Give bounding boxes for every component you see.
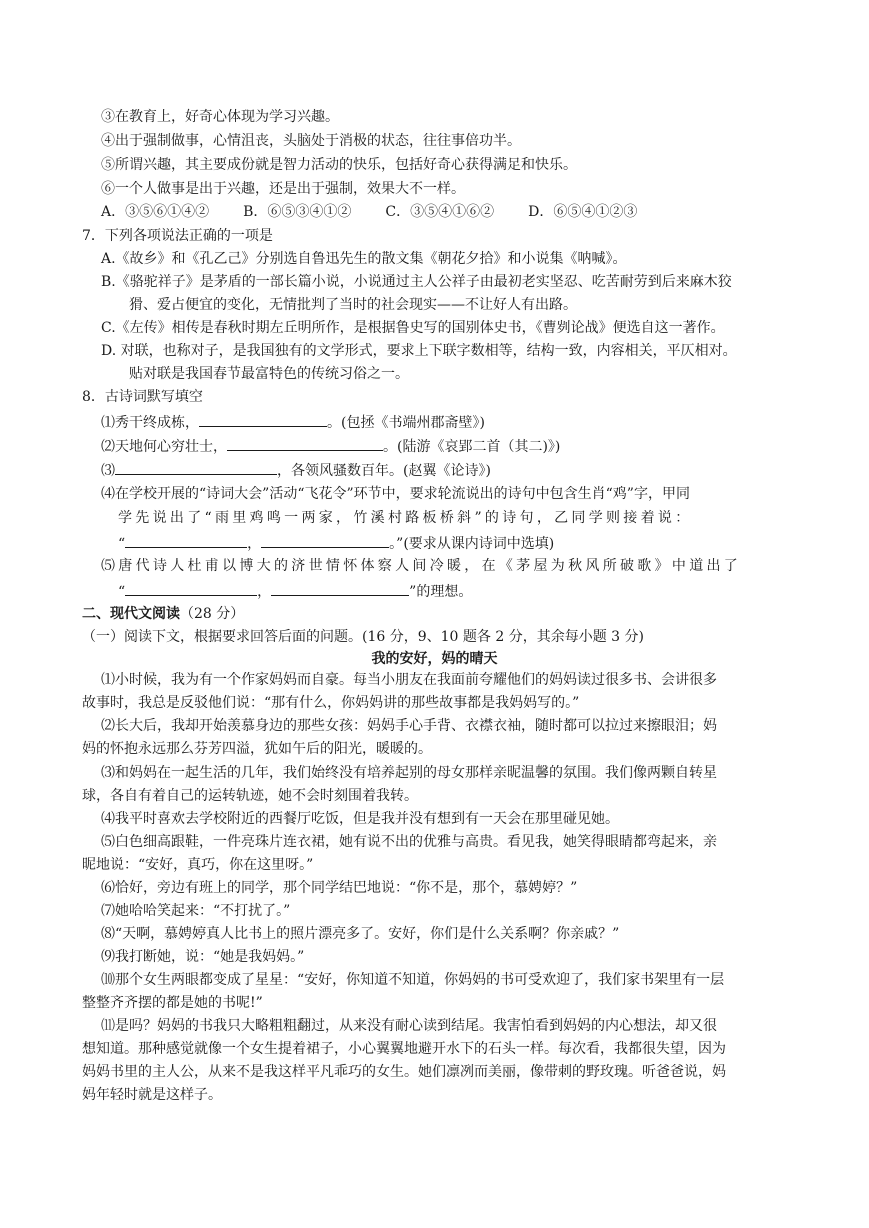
q7-option-a: A.《故乡》和《孔乙己》分别选自鲁迅先生的散文集《朝花夕拾》和小说集《呐喊》。: [101, 251, 627, 267]
q7-option-b-cont: 猾、爱占便宜的变化，无情批判了当时的社会现实——不让好人有出路。: [129, 297, 577, 313]
q8-item-4-cont: 学先说出了“雨里鸡鸣一两家，竹溪村路板桥斜”的诗句，乙同学则接着说：: [118, 510, 693, 526]
article-paragraph: 妈的怀抱永远那么芬芳四溢，犹如午后的阳光，暖暖的。: [82, 741, 432, 757]
q6-item-6: ⑥一个人做事是出于兴趣，还是出于强制，效果大不一样。: [101, 181, 465, 197]
answer-blank[interactable]: [261, 532, 389, 548]
answer-blank[interactable]: [125, 580, 257, 596]
article-paragraph: 昵地说：“安好，真巧，你在这里呀。”: [82, 857, 314, 873]
q7-option-b: B.《骆驼祥子》是茅盾的一部长篇小说，小说通过主人公祥子由最初老实坚忍、吃苦耐劳到后来麻木狡: [101, 274, 732, 290]
q6-item-5: ⑤所谓兴趣，其主要成份就是智力活动的快乐，包括好奇心获得满足和快乐。: [101, 157, 577, 173]
article-paragraph: ⑻“天啊，慕娉婷真人比书上的照片漂亮多了。安好，你们是什么关系啊？你亲戚？”: [101, 926, 620, 942]
q8-stem: 8．古诗词默写填空: [82, 389, 203, 405]
q6-option-b: B．⑥⑤③④①②: [243, 204, 352, 220]
q8-item-5-blanks: “ ， ”的理想。: [118, 580, 472, 602]
article-paragraph: 整整齐齐摆的都是她的书呢!”: [82, 995, 263, 1011]
article-paragraph: ⑵长大后，我却开始羡慕身边的那些女孩：妈妈手心手背、衣襟衣袖，随时都可以拉过来擦眼泪；妈: [101, 718, 717, 734]
q8-item-1: ⑴秀干终成栋， 。(包拯《书端州郡斋壁》): [101, 411, 485, 433]
article-paragraph: ⑷我平时喜欢去学校附近的西餐厅吃饭，但是我并没有想到有一天会在那里碰见她。: [101, 811, 619, 827]
article-paragraph: ⑺她哈哈笑起来：“不打扰了。”: [101, 903, 291, 919]
q7-stem: 7．下列各项说法正确的一项是: [82, 228, 273, 244]
q8-item-4-blanks: “ ， 。”(要求从课内诗词中选填): [118, 532, 554, 554]
article-paragraph: 故事时，我总是反驳他们说：“那有什么，你妈妈讲的那些故事都是我妈妈写的。”: [82, 695, 580, 711]
section-instructions: （一）阅读下文，根据要求回答后面的问题。(16 分，9、10 题各 2 分，其余每小题 3 分): [82, 629, 644, 645]
q7-option-c: C.《左传》相传是春秋时期左丘明所作，是根据鲁史写的国别体史书，《曹刿论战》便选自这一著作。: [101, 320, 725, 336]
q8-item-2: ⑵天地何心穷壮士， 。(陆游《哀郢二首（其二)》): [101, 435, 560, 457]
article-title: 我的安好，妈的晴天: [371, 651, 498, 667]
article-paragraph: ⑾是吗？妈妈的书我只大略粗粗翻过，从来没有耐心读到结尾。我害怕看到妈妈的内心想法，却又很: [101, 1018, 717, 1034]
answer-blank[interactable]: [271, 580, 409, 596]
article-paragraph: ⑶和妈妈在一起生活的几年，我们始终没有培养起别的母女那样亲昵温馨的氛围。我们像两颗自转星: [101, 765, 717, 781]
answer-blank[interactable]: [115, 459, 277, 475]
q6-options: [101, 202, 671, 222]
article-paragraph: 妈年轻时就是这样子。: [82, 1087, 222, 1103]
answer-blank[interactable]: [227, 435, 383, 451]
q7-option-d: D. 对联，也称对子，是我国独有的文学形式，要求上下联字数相等，结构一致，内容相关，平仄相对。: [101, 343, 737, 359]
article-paragraph: 想知道。那种感觉就像一个女生提着裙子，小心翼翼地避开水下的石头一样。每次看，我都很失望，因为: [82, 1041, 726, 1057]
article-paragraph: 球，各自有着自己的运转轨迹，她不会时刻围着我转。: [82, 788, 418, 804]
q8-item-3: ⑶ ，各领风骚数百年。(赵翼《论诗》): [101, 459, 491, 481]
article-paragraph: ⑼我打断她，说：“她是我妈妈。”: [101, 949, 305, 965]
q7-option-d-cont: 贴对联是我国春节最富特色的传统习俗之一。: [129, 366, 409, 382]
article-paragraph: ⑸白色细高跟鞋，一件亮珠片连衣裙，她有说不出的优雅与高贵。看见我，她笑得眼睛都弯起来，亲: [101, 834, 717, 850]
q8-item-4: ⑷在学校开展的“诗词大会”活动“飞花令”环节中，要求轮流说出的诗句中包含生肖“鸡”字，甲同: [101, 486, 690, 502]
q6-option-a: A．③⑤⑥①④②: [101, 204, 210, 220]
article-paragraph: ⑹恰好，旁边有班上的同学，那个同学结巴地说：“你不是，那个，慕娉婷？”: [101, 880, 578, 896]
q6-option-d: D．⑥⑤④①②③: [528, 204, 638, 220]
answer-blank[interactable]: [125, 532, 247, 548]
answer-blank[interactable]: [199, 411, 327, 427]
q6-item-3: ③在教育上，好奇心体现为学习兴趣。: [101, 109, 339, 125]
q8-item-5: ⑸唐代诗人杜甫以博大的济世情怀体察人间冷暖，在《茅屋为秋风所破歌》中道出了: [101, 558, 742, 574]
section-heading: 二、现代文阅读（28 分）: [82, 606, 245, 622]
q6-item-4: ④出于强制做事，心情沮丧，头脑处于消极的状态，往往事倍功半。: [101, 133, 521, 149]
article-paragraph: ⑴小时候，我为有一个作家妈妈而自豪。每当小朋友在我面前夸耀他们的妈妈读过很多书、会讲很多: [101, 672, 717, 688]
q6-option-c: C．③⑤④①⑥②: [385, 204, 495, 220]
article-paragraph: 妈妈书里的主人公，从来不是我这样平凡乖巧的女生。她们凛冽而美丽，像带刺的野玫瑰。听爸爸说，妈: [82, 1064, 726, 1080]
article-paragraph: ⑽那个女生两眼都变成了星星：“安好，你知道不知道，你妈妈的书可受欢迎了，我们家书架里有一层: [101, 972, 725, 988]
